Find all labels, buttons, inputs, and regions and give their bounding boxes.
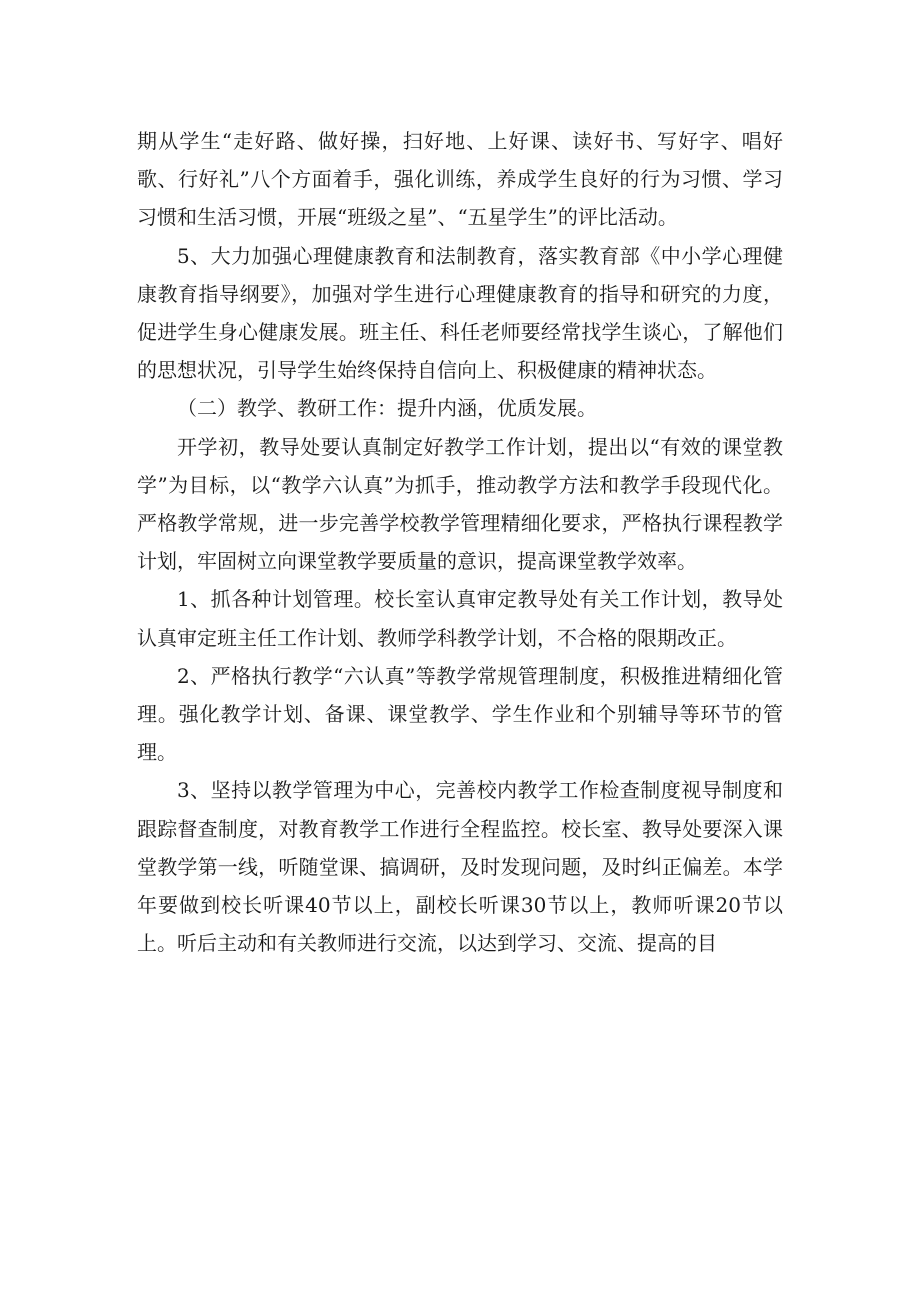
- paragraph-item-1: 1、抓各种计划管理。校长室认真审定教导处有关工作计划，教导处认真审定班主任工作计划、教师学科教学计划，不合格的限期改正。: [137, 587, 783, 650]
- paragraph-semester-start: 开学初，教导处要认真制定好教学工作计划，提出以“有效的课堂教学”为目标，以“教学六认真”为抓手，推动教学方法和教学手段现代化。严格教学常规，进一步完善学校教学管理精细化要求，严格执行课程教学计划，牢固树立向课堂教学要质量的意识，提高课堂教学效率。: [137, 434, 783, 574]
- paragraph-item-2: 2、严格执行教学“六认真”等教学常规管理制度，积极推进精细化管理。强化教学计划、备课、课堂教学、学生作业和个别辅导等环节的管理。: [137, 663, 783, 765]
- section-heading-teaching: （二）教学、教研工作：提升内涵，优质发展。: [177, 396, 597, 421]
- paragraph-item-5: 5、大力加强心理健康教育和法制教育，落实教育部《中小学心理健康教育指导纲要》，加强对学生进行心理健康教育的指导和研究的力度，促进学生身心健康发展。班主任、科任老师要经常找学生谈心，了解他们的思想状况，引导学生始终保持自信向上、积极健康的精神状态。: [137, 243, 783, 383]
- paragraph-continuation: 期从学生“走好路、做好操，扫好地、上好课、读好书、写好字、唱好歌、行好礼”八个方面着手，强化训练，养成学生良好的行为习惯、学习习惯和生活习惯，开展“班级之星”、“五星学生”的评比活动。: [137, 129, 783, 230]
- paragraph-item-3: 3、坚持以教学管理为中心，完善校内教学工作检查制度视导制度和跟踪督查制度，对教育教学工作进行全程监控。校长室、教导处要深入课堂教学第一线，听随堂课、搞调研，及时发现问题，及时纠正偏差。本学年要做到校长听课40节以上，副校长听课30节以上，教师听课20节以上。听后主动和有关教师进行交流，以达到学习、交流、提高的目: [137, 778, 783, 956]
- document-body: [137, 122, 783, 962]
